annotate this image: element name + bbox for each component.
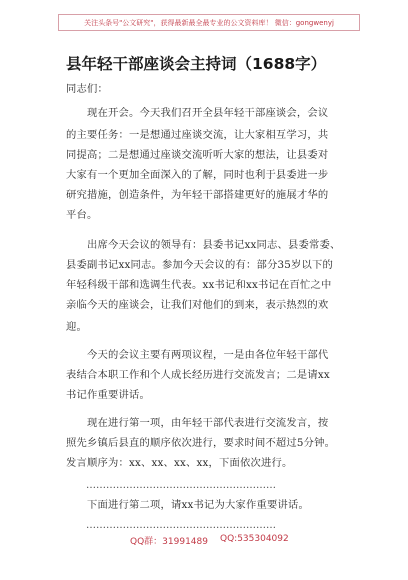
paragraph-line: 县委副书记xx同志。参加今天会议的有：部分35岁以下的 [66, 259, 333, 271]
paragraph-line: 大家有一个更加全面深入的了解，同时也利于县委进一步 [66, 169, 329, 181]
footer-contact [0, 534, 408, 548]
paragraph-line: 现在进行第一项，由年轻干部代表进行交流发言，按 [66, 417, 329, 429]
salutation: 同志们： [66, 83, 108, 95]
paragraph-line: 同提高；二是想通过座谈交流听听大家的想法，让县委对 [66, 149, 329, 161]
paragraph-line: 迎。 [66, 321, 87, 333]
ellipsis-divider: ………………………………………………… [66, 520, 276, 531]
paragraph-line: 今天的会议主要有两项议程，一是由各位年轻干部代 [66, 349, 329, 361]
paragraph-line: 表结合本职工作和个人成长经历进行交流发言；二是请xx [66, 369, 330, 381]
paragraph-line: 书记作重要讲话。 [66, 389, 150, 401]
header-banner: 关注头条号"公文研究"，获得最新最全最专业的公文资料库！ 微信：gongwenyj [58, 14, 360, 31]
paragraph-line: 出席今天会议的领导有：县委书记xx同志、县委常委、 [66, 239, 341, 251]
document-title: 县年轻干部座谈会主持词（1688字） [66, 55, 327, 73]
paragraph-line: 发言顺序为：xx、xx、xx、xx，下面依次进行。 [66, 457, 293, 469]
paragraph-line: 的主要任务：一是想通过座谈交流，让大家相互学习，共 [66, 129, 329, 141]
paragraph-line: 亲临今天的座谈会，让我们对他们的到来，表示热烈的欢 [66, 299, 329, 311]
qq-group-number: QQ群：31991489 [130, 537, 208, 547]
paragraph-line: 年轻科级干部和选调生代表。xx书记和xx书记在百忙之中 [66, 279, 332, 291]
qq-contact-number: QQ:535304092 [220, 534, 289, 544]
paragraph-line: 研究措施，创造条件，为年轻干部搭建更好的施展才华的 [66, 189, 329, 201]
ellipsis-divider: ………………………………………………… [66, 480, 276, 491]
paragraph-line: 现在开会。今天我们召开全县年轻干部座谈会，会议 [66, 107, 329, 119]
paragraph-line: 照先乡镇后县直的顺序依次进行，要求时间不超过5分钟。 [66, 437, 336, 449]
paragraph-line: 平台。 [66, 209, 98, 221]
paragraph-line: 下面进行第二项，请xx书记为大家作重要讲话。 [66, 499, 309, 511]
